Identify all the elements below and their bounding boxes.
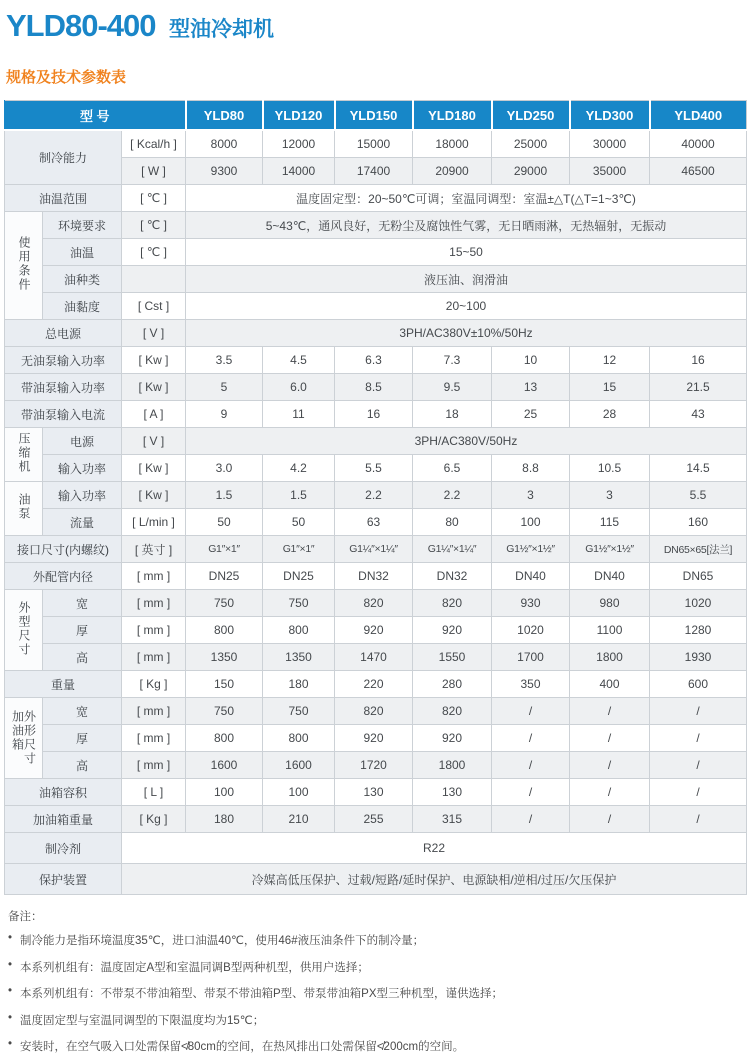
unit-cell: [ Kw ] [122,347,186,374]
note-item [8,985,746,1001]
row-label: 接口尺寸(内螺纹) [5,536,122,563]
unit-cell: [ Kw ] [122,374,186,401]
unit-cell: [ Kcal/h ] [122,130,186,158]
value-cell: 920 [335,617,413,644]
value-cell: / [570,752,650,779]
value-cell: DN40 [492,563,570,590]
bullet-marker: • [8,958,13,971]
value-cell: 10.5 [570,455,650,482]
row-label: 环境要求 [43,212,122,239]
value-cell: DN40 [570,563,650,590]
value-cell: 6.5 [413,455,492,482]
merged-value-cell: R22 [122,833,747,864]
value-cell: DN32 [413,563,492,590]
bullet-marker: • [8,932,13,944]
value-cell: / [492,752,570,779]
value-cell: 4.5 [263,347,335,374]
value-cell: DN25 [263,563,335,590]
value-cell: 1280 [650,617,747,644]
value-cell: 350 [492,671,570,698]
unit-cell: [ L ] [122,779,186,806]
table-row [5,266,747,293]
unit-cell: [ V ] [122,428,186,455]
note-text: 安装时，在空气吸入口处需保留≮80cm的空间，在热风排出口处需保留≮200cm的空间。 [20,1041,465,1053]
value-cell: 18 [413,401,492,428]
value-cell: 800 [186,617,263,644]
value-cell: 980 [570,590,650,617]
value-cell: 920 [335,725,413,752]
group-label-text-right: 外形尺寸 [22,710,37,766]
value-cell: 8000 [186,130,263,158]
value-cell: G1½″×1½″ [570,536,650,563]
merged-value-cell: 5~43℃，通风良好，无粉尘及腐蚀性气雾，无日晒雨淋，无热辐射，无振动 [186,212,747,239]
table-row [5,806,747,833]
value-cell: 80 [413,509,492,536]
value-cell: 210 [263,806,335,833]
value-cell: 5.5 [650,482,747,509]
merged-value-cell: 15~50 [186,239,747,266]
table-row [5,671,747,698]
value-cell: 920 [413,617,492,644]
value-cell: 2.2 [335,482,413,509]
value-cell: 28 [570,401,650,428]
value-cell: 1020 [492,617,570,644]
note-item [8,1012,746,1028]
value-cell: 3.0 [186,455,263,482]
unit-cell: [ mm ] [122,617,186,644]
table-row [5,212,747,239]
value-cell: 29000 [492,158,570,185]
note-item [8,959,746,975]
merged-value-cell: 3PH/AC380V±10%/50Hz [186,320,747,347]
value-cell: 46500 [650,158,747,185]
value-cell: 3 [570,482,650,509]
value-cell: 13 [492,374,570,401]
value-cell: 100 [492,509,570,536]
group-label-text: 油泵 [17,493,31,521]
value-cell: 800 [263,617,335,644]
value-cell: / [650,725,747,752]
unit-cell: [ Kg ] [122,671,186,698]
merged-value-cell: 3PH/AC380V/50Hz [186,428,747,455]
value-cell: 5.5 [335,455,413,482]
table-row [5,864,747,895]
value-cell: DN65×65[法兰] [650,536,747,563]
table-row [5,833,747,864]
unit-cell: [ Kw ] [122,455,186,482]
merged-value-cell: 20~100 [186,293,747,320]
table-row [5,482,747,509]
value-cell: 800 [263,725,335,752]
page-title [4,8,746,52]
table-row [5,293,747,320]
table-row [5,752,747,779]
table-row [5,725,747,752]
value-cell: 8.8 [492,455,570,482]
value-cell: 180 [263,671,335,698]
value-cell: G1¼″×1¼″ [335,536,413,563]
row-label: 厚 [43,617,122,644]
table-row [5,374,747,401]
col-header-yld80: YLD80 [186,101,263,131]
value-cell: 1600 [186,752,263,779]
value-cell: 1700 [492,644,570,671]
row-label: 电源 [43,428,122,455]
value-cell: 3 [492,482,570,509]
value-cell: / [570,806,650,833]
value-cell: 12 [570,347,650,374]
value-cell: 100 [263,779,335,806]
unit-cell: [ Kg ] [122,806,186,833]
row-label: 油温 [43,239,122,266]
value-cell: 50 [263,509,335,536]
value-cell: 1.5 [263,482,335,509]
row-label: 外配管内径 [5,563,122,590]
row-label: 无油泵输入功率 [5,347,122,374]
value-cell: 920 [413,725,492,752]
value-cell: DN65 [650,563,747,590]
value-cell: 1350 [186,644,263,671]
value-cell: 800 [186,725,263,752]
group-label [5,212,43,320]
unit-cell: [ 英寸 ] [122,536,186,563]
table-row [5,320,747,347]
row-label: 加油箱重量 [5,806,122,833]
group-label [5,428,43,482]
value-cell: / [492,725,570,752]
value-cell: 11 [263,401,335,428]
value-cell: 7.3 [413,347,492,374]
value-cell: 150 [186,671,263,698]
group-label-text: 使用条件 [17,236,31,292]
col-header-yld400: YLD400 [650,101,747,131]
value-cell: 180 [186,806,263,833]
value-cell: 115 [570,509,650,536]
group-label [5,482,43,536]
row-label: 油温范围 [5,185,122,212]
table-row [5,428,747,455]
value-cell: 2.2 [413,482,492,509]
group-label-text: 外型尺寸 [17,600,31,657]
value-cell: / [492,806,570,833]
value-cell: 820 [335,590,413,617]
value-cell: 1020 [650,590,747,617]
title-suffix: 型油冷却机 [168,18,274,41]
value-cell: 280 [413,671,492,698]
unit-cell: [ ℃ ] [122,185,186,212]
value-cell: 1550 [413,644,492,671]
value-cell: 15000 [335,130,413,158]
bullet-marker: • [8,1011,13,1024]
table-row [5,617,747,644]
value-cell: DN32 [335,563,413,590]
value-cell: 14.5 [650,455,747,482]
col-header-model: 型 号 [5,101,186,131]
value-cell: 820 [413,590,492,617]
value-cell: 17400 [335,158,413,185]
row-label: 带油泵输入功率 [5,374,122,401]
merged-value-cell: 液压油、润滑油 [186,266,747,293]
value-cell: 400 [570,671,650,698]
value-cell: 6.0 [263,374,335,401]
table-row [5,698,747,725]
row-label: 保护装置 [5,864,122,895]
value-cell: 14000 [263,158,335,185]
value-cell: 1.5 [186,482,263,509]
unit-cell: [ mm ] [122,725,186,752]
note-text: 制冷能力是指环境温度35℃，进口油温40℃，使用46#液压油条件下的制冷量； [20,935,425,947]
value-cell: 820 [335,698,413,725]
row-label: 带油泵输入电流 [5,401,122,428]
unit-cell: [ mm ] [122,752,186,779]
table-row [5,590,747,617]
unit-cell: [ Kw ] [122,482,186,509]
value-cell: 1800 [570,644,650,671]
row-label: 制冷剂 [5,833,122,864]
row-label: 制冷能力 [5,130,122,185]
value-cell: 30000 [570,130,650,158]
col-header-yld180: YLD180 [413,101,492,131]
value-cell: 820 [413,698,492,725]
group-label [5,590,43,671]
title-model: YLD80-400 [6,8,156,43]
value-cell: 63 [335,509,413,536]
note-item [8,932,746,948]
row-label: 宽 [43,698,122,725]
table-row [5,239,747,266]
value-cell: 1720 [335,752,413,779]
table-row [5,509,747,536]
value-cell: 9.5 [413,374,492,401]
table-row [5,347,747,374]
value-cell: 750 [186,698,263,725]
notes [4,908,746,1054]
note-text: 温度固定型与室温同调型的下限温度均为15℃； [20,1014,265,1027]
value-cell: 16 [650,347,747,374]
value-cell: 1100 [570,617,650,644]
value-cell: 130 [413,779,492,806]
note-item [8,1038,746,1054]
value-cell: 25000 [492,130,570,158]
value-cell: 21.5 [650,374,747,401]
spec-table [4,100,747,895]
group-label-text-left: 加油箱 [10,710,25,752]
section-subtitle: 规格及技术参数表 [6,69,127,86]
value-cell: 930 [492,590,570,617]
value-cell: 315 [413,806,492,833]
table-row [5,644,747,671]
value-cell: 9 [186,401,263,428]
row-label: 厚 [43,725,122,752]
unit-cell: [ V ] [122,320,186,347]
value-cell: / [492,698,570,725]
value-cell: 600 [650,671,747,698]
unit-cell: [ ℃ ] [122,212,186,239]
value-cell: / [650,779,747,806]
col-header-yld120: YLD120 [263,101,335,131]
value-cell: 750 [263,698,335,725]
unit-cell: [ A ] [122,401,186,428]
value-cell: / [650,698,747,725]
value-cell: 1930 [650,644,747,671]
row-label: 高 [43,644,122,671]
bullet-marker: • [8,985,13,997]
col-header-yld150: YLD150 [335,101,413,131]
value-cell: / [570,725,650,752]
value-cell: 4.2 [263,455,335,482]
value-cell: 1800 [413,752,492,779]
merged-value-cell: 温度固定型：20~50℃可调；室温同调型：室温±△T(△T=1~3℃) [186,185,747,212]
value-cell: 50 [186,509,263,536]
value-cell: G1½″×1½″ [492,536,570,563]
bullet-marker: • [8,1038,13,1050]
value-cell: 9300 [186,158,263,185]
row-label: 流量 [43,509,122,536]
unit-cell: [ mm ] [122,698,186,725]
value-cell: 5 [186,374,263,401]
unit-cell: [ W ] [122,158,186,185]
value-cell: 750 [186,590,263,617]
table-row [5,130,747,158]
unit-cell: [ mm ] [122,563,186,590]
unit-cell: [ mm ] [122,644,186,671]
value-cell: / [492,779,570,806]
value-cell: 160 [650,509,747,536]
unit-cell [122,266,186,293]
value-cell: 255 [335,806,413,833]
value-cell: 130 [335,779,413,806]
value-cell: 3.5 [186,347,263,374]
header-row [5,101,747,131]
row-label: 油种类 [43,266,122,293]
value-cell: 1350 [263,644,335,671]
row-label: 高 [43,752,122,779]
table-row [5,185,747,212]
unit-cell: [ Cst ] [122,293,186,320]
table-row [5,779,747,806]
group-label [5,698,43,779]
table-row [5,455,747,482]
row-label: 油箱容积 [5,779,122,806]
unit-cell: [ ℃ ] [122,239,186,266]
value-cell: 18000 [413,130,492,158]
group-label-text: 压缩机 [17,432,31,474]
unit-cell: [ mm ] [122,590,186,617]
note-text: 本系列机组有：温度固定A型和室温同调B型两种机型，供用户选择； [20,961,369,974]
table-row [5,401,747,428]
col-header-yld300: YLD300 [570,101,650,131]
row-label: 输入功率 [43,482,122,509]
row-label: 油黏度 [43,293,122,320]
value-cell: / [650,752,747,779]
value-cell: 16 [335,401,413,428]
value-cell: 35000 [570,158,650,185]
value-cell: / [650,806,747,833]
notes-title: 备注： [8,911,43,923]
value-cell: G1″×1″ [263,536,335,563]
table-row [5,563,747,590]
value-cell: G1″×1″ [186,536,263,563]
value-cell: 6.3 [335,347,413,374]
row-label: 输入功率 [43,455,122,482]
table-row [5,536,747,563]
row-label: 重量 [5,671,122,698]
value-cell: 12000 [263,130,335,158]
col-header-yld250: YLD250 [492,101,570,131]
value-cell: 220 [335,671,413,698]
value-cell: 20900 [413,158,492,185]
value-cell: 1470 [335,644,413,671]
value-cell: / [570,779,650,806]
value-cell: 1600 [263,752,335,779]
value-cell: 10 [492,347,570,374]
unit-cell: [ L/min ] [122,509,186,536]
value-cell: DN25 [186,563,263,590]
value-cell: 43 [650,401,747,428]
value-cell: 15 [570,374,650,401]
row-label: 总电源 [5,320,122,347]
merged-value-cell: 冷媒高低压保护、过载/短路/延时保护、电源缺相/逆相/过压/欠压保护 [122,864,747,895]
value-cell: 8.5 [335,374,413,401]
value-cell: G1¼″×1¼″ [413,536,492,563]
value-cell: 100 [186,779,263,806]
value-cell: / [570,698,650,725]
row-label: 宽 [43,590,122,617]
value-cell: 750 [263,590,335,617]
value-cell: 40000 [650,130,747,158]
value-cell: 25 [492,401,570,428]
note-text: 本系列机组有：不带泵不带油箱型、带泵不带油箱P型、带泵带油箱PX型三种机型，谨供选择； [20,988,504,1000]
